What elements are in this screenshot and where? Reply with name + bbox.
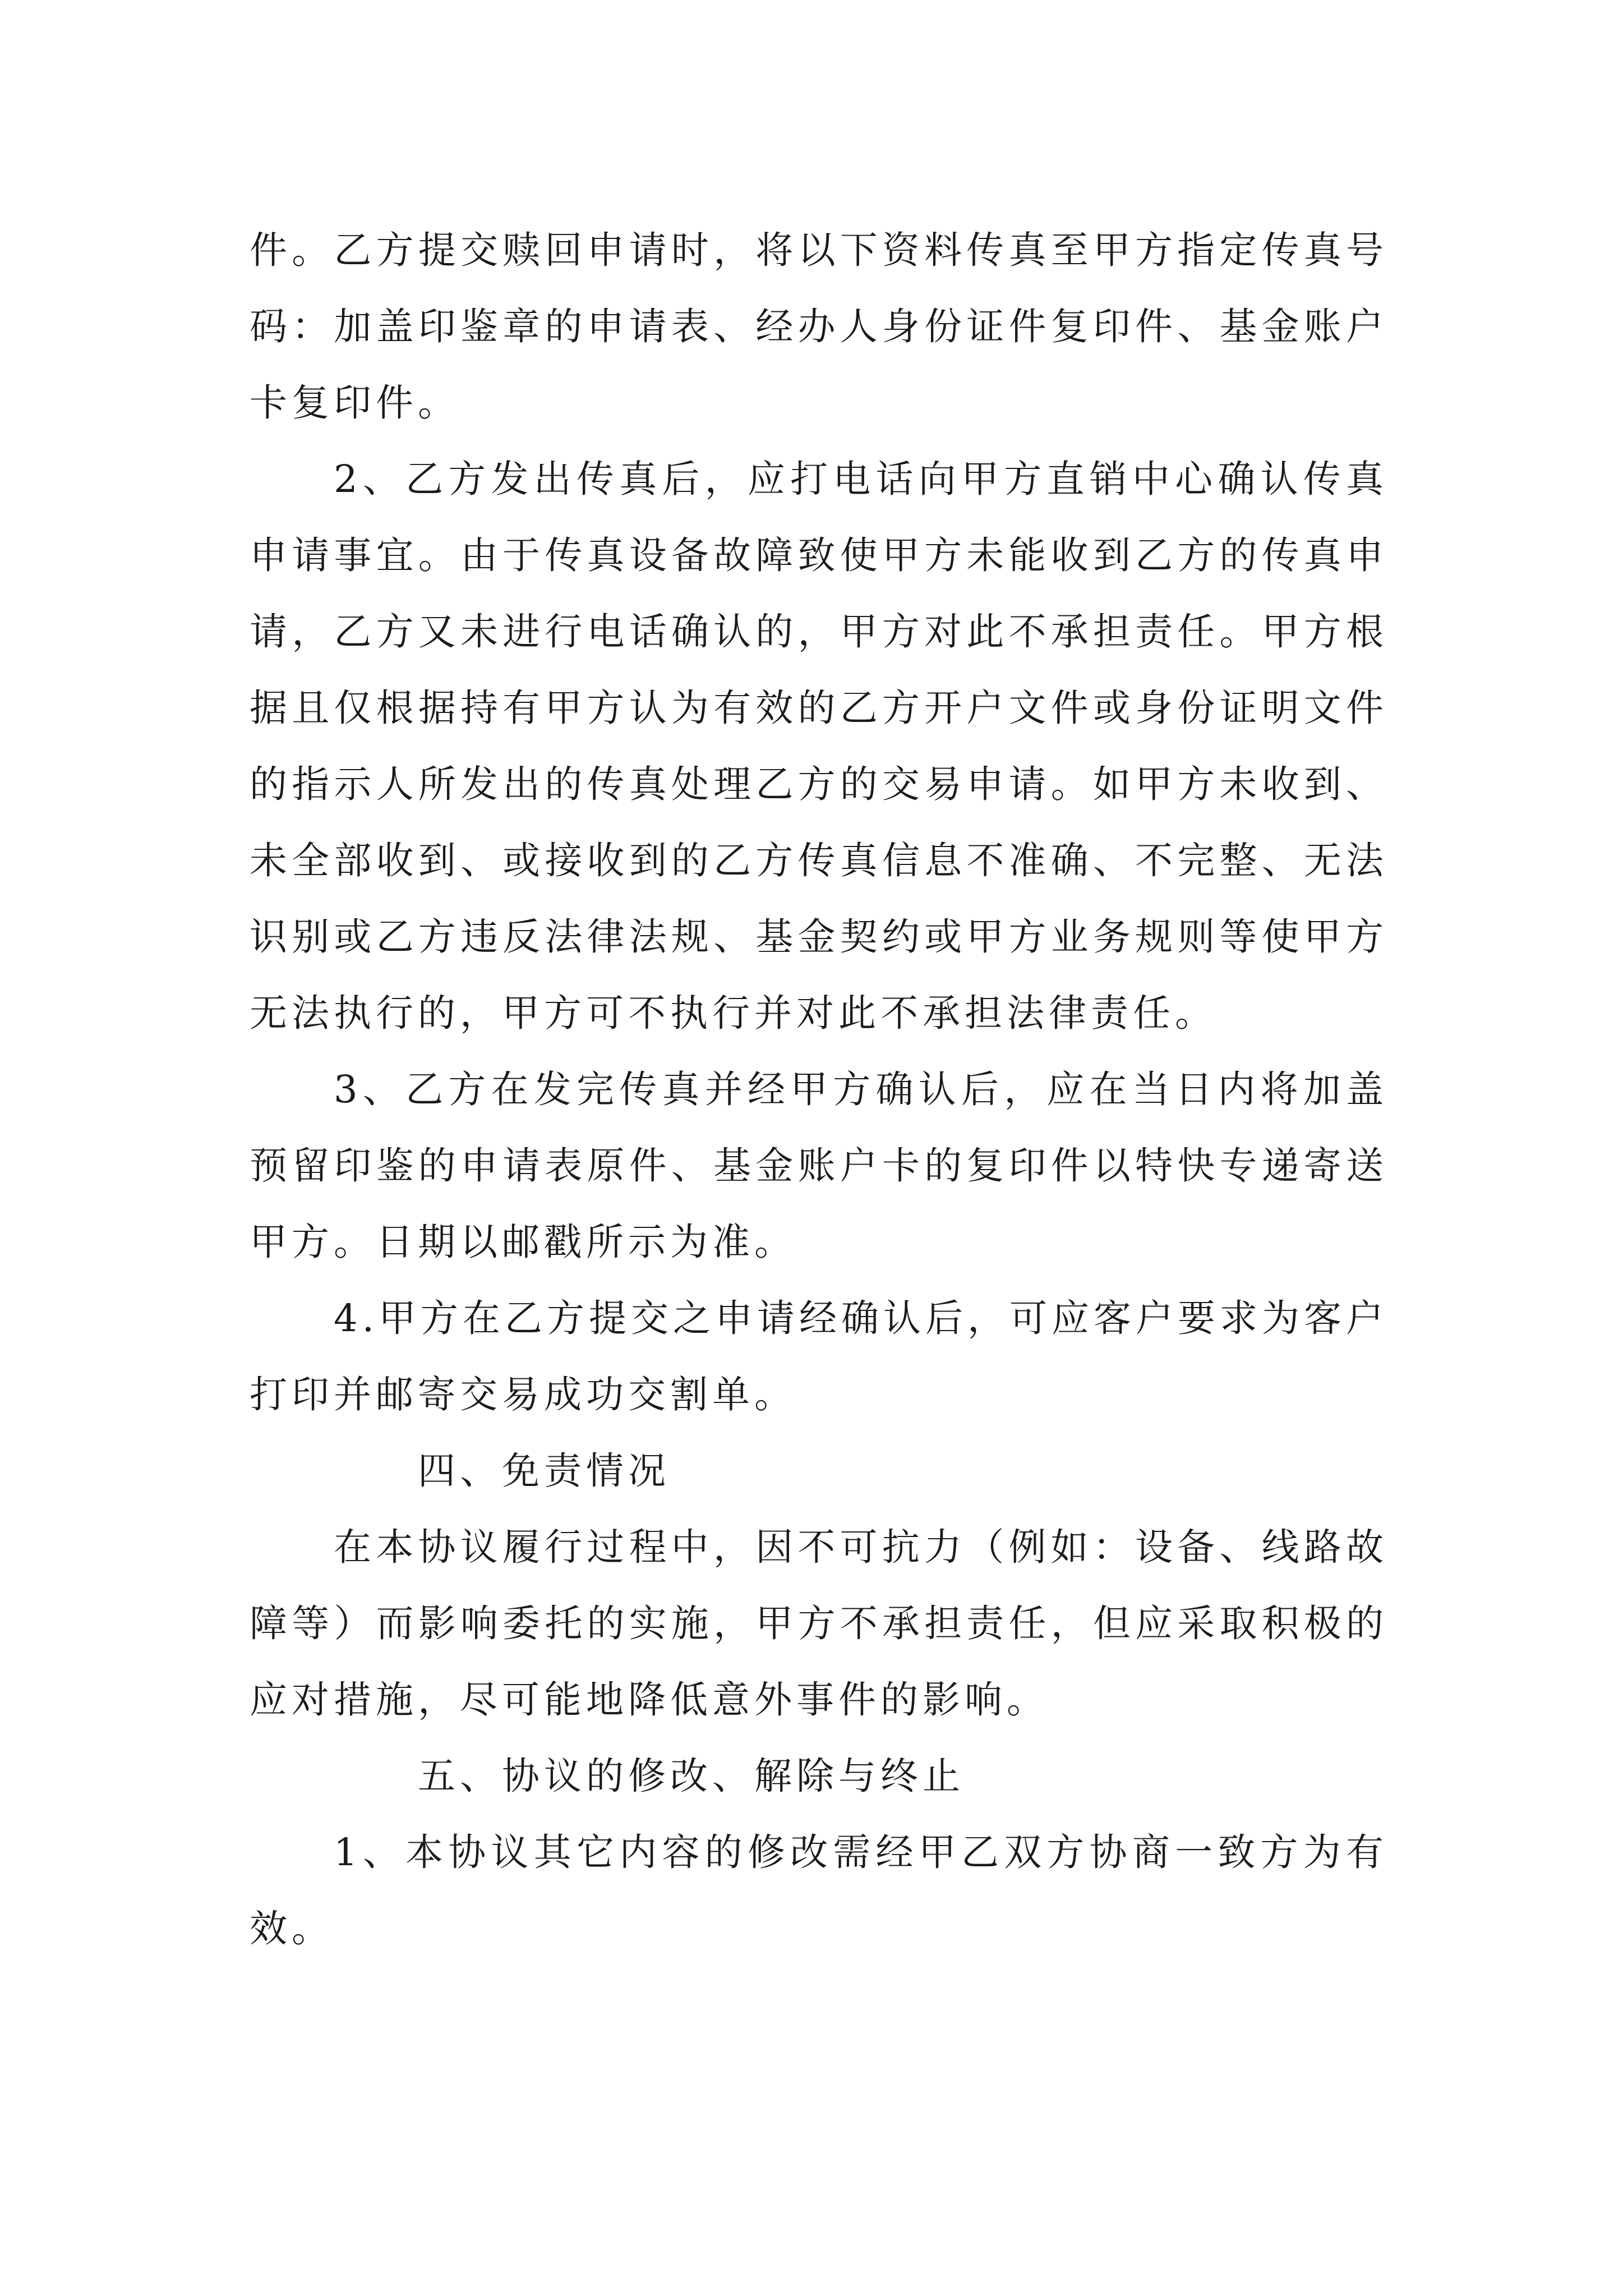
section-body-4: 在本协议履行过程中，因不可抗力（例如：设备、线路故障等）而影响委托的实施，甲方不承担责任，但应采取积极的应对措施，尽可能地降低意外事件的影响。 [250, 1525, 1388, 1722]
section-heading-4 [250, 1433, 1388, 1509]
paragraph-continuation: 件。乙方提交赎回申请时，将以下资料传真至甲方指定传真号码：加盖印鉴章的申请表、经办人身份证件复印件、基金账户卡复印件。 [250, 228, 1388, 425]
section-title-5: 协议的修改、解除与终止 [502, 1754, 965, 1798]
section-number-4: 四、 [418, 1449, 502, 1493]
document-body [250, 212, 1388, 1967]
paragraph-item-4: 4.甲方在乙方提交之申请经确认后，可应客户要求为客户打印并邮寄交易成功交割单。 [250, 1296, 1388, 1416]
section-number-5: 五、 [418, 1754, 502, 1798]
paragraph-item-2: 2、乙方发出传真后，应打电话向甲方直销中心确认传真申请事宜。由于传真设备故障致使甲方未能收到乙方的传真申请，乙方又未进行电话确认的，甲方对此不承担责任。甲方根据且仅根据持有甲方认为有效的乙方开户文件或身份证明文件的指示人所发出的传真处理乙方的交易申请。如甲方未收到、未全部收到、或接收到的乙方传真信息不准确、不完整、无法识别或乙方违反法律法规、基金契约或甲方业务规则等使甲方无法执行的，甲方可不执行并对此不承担法律责任。 [250, 457, 1388, 1035]
section-heading-5 [250, 1738, 1388, 1814]
paragraph-item-3: 3、乙方在发完传真并经甲方确认后，应在当日内将加盖预留印鉴的申请表原件、基金账户卡的复印件以特快专递寄送甲方。日期以邮戳所示为准。 [250, 1068, 1388, 1264]
section-5-item-1: 1、本协议其它内容的修改需经甲乙双方协商一致方为有效。 [250, 1830, 1388, 1950]
section-title-4: 免责情况 [502, 1449, 670, 1493]
